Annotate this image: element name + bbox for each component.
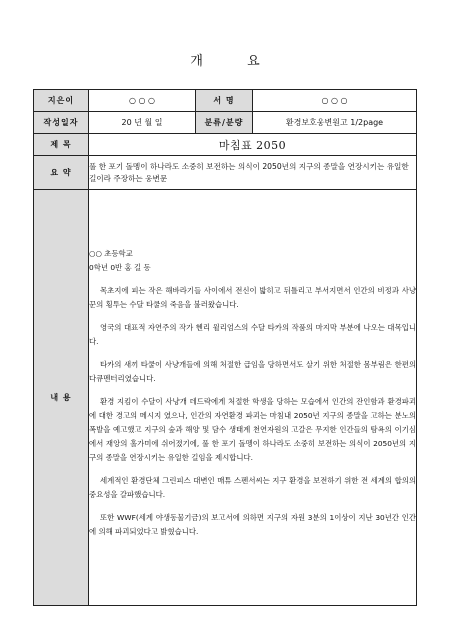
document-title: 개 요 (190, 54, 280, 69)
date-label: 작성일자 (34, 112, 89, 134)
school-name: ○○ 초등학교 (89, 249, 133, 258)
content-paragraph: 목초지에 피는 작은 해바라기들 사이에서 전신이 밟히고 뒤틀리고 부서지면서 인간의 비정과 사냥꾼의 횡투는 수달 타쿨의 죽음을 불러왔습니다. (89, 286, 416, 309)
summary-value: 풀 한 포기 돌멩이 하나라도 소중히 보전하는 의식이 2050년의 지구의 종말을 연장시키는 유일한 길이라 주장하는 웅변문 (89, 156, 417, 190)
content-paragraph: 또한 WWF(세계 야생동물기금)의 보고서에 의하면 지구의 자원 3분의 1이상이 지난 30년간 인간에 의해 파괴되었다고 밝혔습니다. (89, 513, 416, 536)
sign-label: 서 명 (196, 90, 253, 112)
content-paragraph: 영국의 대표적 자연주의 작가 헨리 윌리엄스의 수달 타카의 작품의 마지막 부분에 나오는 대목입니다. (89, 323, 416, 346)
sign-value: ○ ○ ○ (253, 90, 417, 112)
content-paragraph: 타카의 새끼 타쿨이 사냥개들에 의해 처절한 급임을 당하면서도 살기 위한 처절한 몸부림은 한편의 다큐멘터리였습니다. (89, 360, 416, 383)
subject-value: 마침표 2050 (89, 134, 417, 156)
author-value: ○ ○ ○ (89, 90, 196, 112)
category-label: 분류/분량 (196, 112, 253, 134)
date-value: 20 년 월 일 (89, 112, 196, 134)
content-body (89, 190, 417, 606)
student-name: 0학년 0반 홍 길 동 (89, 263, 151, 272)
content-label: 내 용 (34, 190, 89, 606)
subject-label: 제 목 (34, 134, 89, 156)
author-label: 지은이 (34, 90, 89, 112)
summary-sheet (33, 89, 417, 606)
content-paragraph: 세계적인 환경단체 그린피스 대변인 매튜 스펜서씨는 지구 환경을 보전하기 위한 전 세계의 합의의 중요성을 갈파했습니다. (89, 476, 416, 499)
summary-label: 요 약 (34, 156, 89, 190)
content-paragraph: 환경 지킴이 수달이 사냥개 데드락에게 처절한 학생을 당하는 모습에서 인간의 잔인함과 환경파괴에 대한 경고의 메시지 였으나, 인간의 자연환경 파괴는 마침내 2050년 지구의 종말을 고하는 분노의 폭발을 예고했고 지구의 숲과 해양 및 담수 생태계 천연자원의 고갈은 무지한 인간들의 탐욕의 이기심에서 재앙의 홀가미에 쉬어졌기에, 풀 한 포기 돌멩이 하나라도 소중히 보전하는 의식이 2050년의 지구의 종말을 연장시키는 유일한 길임을 제시합니다. (89, 397, 416, 462)
category-value: 환경보호웅변원고 1/2page (253, 112, 417, 134)
